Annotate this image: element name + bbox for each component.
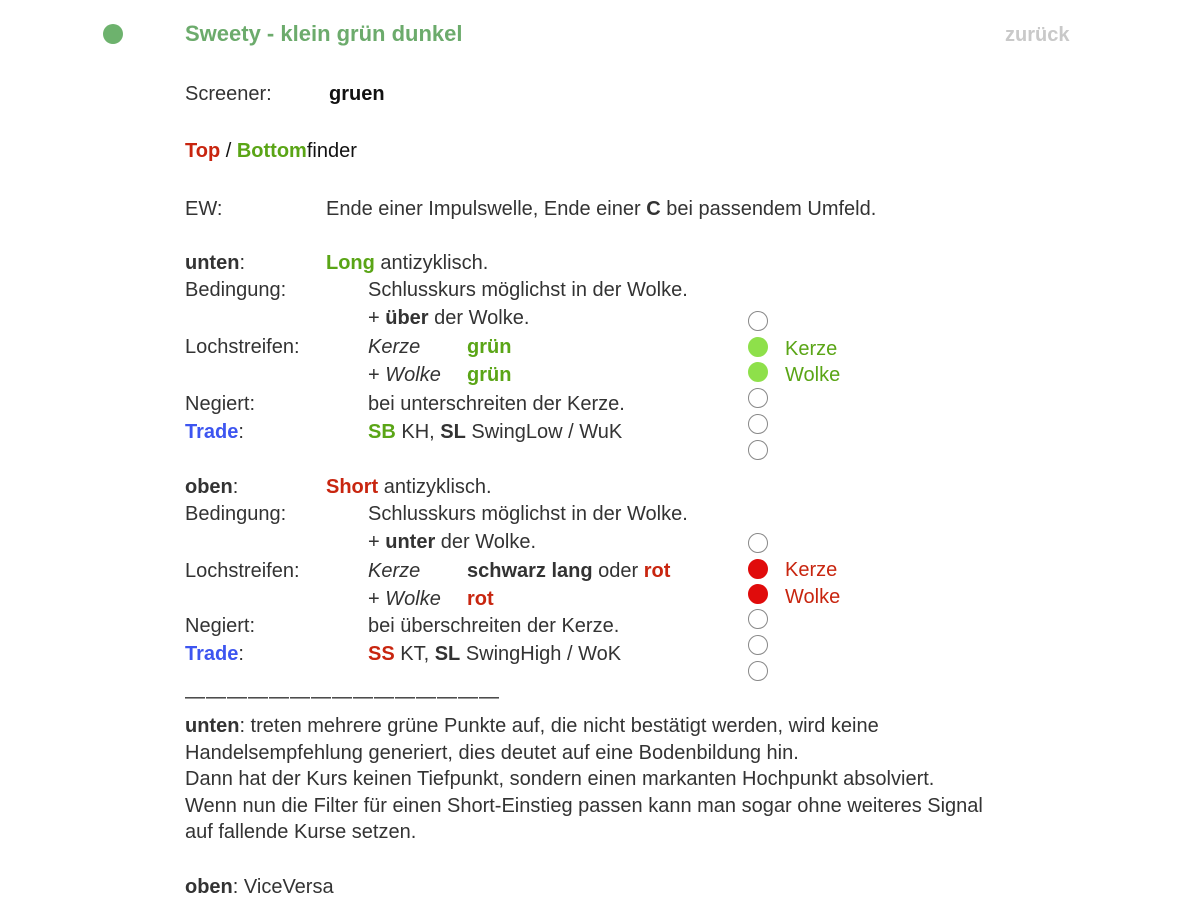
note-line — [185, 713, 1085, 740]
note-line: Wenn nun die Filter für einen Short-Einstieg passen kann man sogar ohne weiteres Signal — [185, 794, 983, 817]
short-cond2-suffix: der Wolke. — [435, 531, 537, 553]
long-trade-mid: KH, — [395, 421, 441, 443]
long-wolke-label: Wolke — [385, 364, 441, 386]
long-signal-dot — [748, 311, 768, 331]
ew-text-before: Ende einer Impulswelle, Ende einer — [326, 198, 647, 220]
footer-note — [185, 874, 334, 900]
short-cond2-prefix: + — [368, 531, 386, 553]
long-condition2 — [368, 305, 529, 331]
note-line: Handelsempfehlung generiert, dies deutet auf eine Bodenbildung hin. — [185, 741, 799, 764]
long-direction-word: Long — [326, 252, 375, 274]
long-cond2-suffix: der Wolke. — [428, 307, 530, 329]
long-cond2-bold: über — [385, 307, 429, 329]
short-wolke-dot — [748, 584, 768, 604]
short-direction-word: Short — [326, 476, 379, 498]
short-condition2 — [368, 529, 536, 555]
long-title — [185, 250, 245, 276]
note-line: Dann hat der Kurs keinen Tiefpunkt, sondern einen markanten Hochpunkt absolviert. — [185, 768, 935, 790]
page-title: Sweety - klein grün dunkel — [185, 21, 463, 46]
short-title-colon: : — [232, 476, 239, 498]
ew-label: EW: — [185, 198, 223, 220]
long-trade-colon: : — [238, 421, 244, 443]
long-signal-dot — [748, 388, 768, 408]
long-title-colon: : — [239, 252, 245, 274]
short-trade-word: Trade — [185, 643, 239, 665]
short-lochstreifen-label: Lochstreifen: — [185, 560, 300, 582]
finder-top: Top — [185, 140, 221, 162]
short-title — [185, 474, 238, 500]
long-wolke-dot — [748, 362, 768, 382]
long-condition-label: Bedingung: — [185, 279, 287, 301]
long-legend-wolke: Wolke — [785, 364, 841, 386]
short-trade-end: SwingHigh / WoK — [460, 643, 622, 665]
short-condition-text: Schlusskurs möglichst in der Wolke. — [368, 503, 688, 525]
short-kerze-red: rot — [643, 560, 671, 582]
short-direction — [326, 474, 492, 500]
short-trade-mid: KT, — [394, 643, 435, 665]
finder-sep: / — [220, 140, 237, 162]
long-legend-kerze: Kerze — [785, 338, 838, 360]
long-cond2-prefix: + — [368, 307, 386, 329]
short-signal-dot — [748, 533, 768, 553]
long-trade-end: SwingLow / WuK — [465, 421, 623, 443]
short-title-text: oben — [185, 476, 233, 498]
short-signal-dot — [748, 609, 768, 629]
short-kerze-oder: oder — [592, 560, 644, 582]
short-cond2-bold: unter — [385, 531, 436, 553]
long-condition-text: Schlusskurs möglichst in der Wolke. — [368, 279, 688, 301]
status-indicator — [103, 24, 123, 44]
short-wolke-prefix: + — [368, 588, 386, 610]
note-line1: : treten mehrere grüne Punkte auf, die nicht bestätigt werden, wird keine — [239, 715, 879, 737]
long-wolke-prefix: + — [368, 364, 386, 386]
footer-bold: oben — [185, 876, 233, 898]
short-wolke-value: rot — [467, 588, 494, 610]
short-trade-label — [185, 641, 244, 667]
long-trade-sl: SL — [440, 421, 466, 443]
short-negiert-label: Negiert: — [185, 615, 256, 637]
long-lochstreifen-label: Lochstreifen: — [185, 336, 300, 358]
ew-text-after: bei passendem Umfeld. — [660, 198, 877, 220]
long-trade-text — [368, 419, 622, 445]
short-signal-dot — [748, 635, 768, 655]
long-negiert-label: Negiert: — [185, 393, 256, 415]
long-negiert-text: bei unterschreiten der Kerze. — [368, 393, 625, 415]
short-trade-sl: SL — [434, 643, 461, 665]
note-bold: unten — [185, 715, 240, 737]
finder-heading — [185, 138, 357, 164]
note-line: auf fallende Kurse setzen. — [185, 821, 417, 843]
long-direction-suffix: antizyklisch. — [374, 252, 489, 274]
short-direction-suffix: antizyklisch. — [378, 476, 492, 498]
short-legend-wolke: Wolke — [785, 586, 841, 608]
screener-label: Screener: — [185, 83, 272, 105]
ew-text — [326, 196, 876, 222]
long-title-text: unten — [185, 252, 240, 274]
short-kerze-dot — [748, 559, 768, 579]
long-signal-dot — [748, 414, 768, 434]
long-kerze-dot — [748, 337, 768, 357]
short-wolke — [368, 586, 441, 612]
finder-suffix: finder — [306, 140, 357, 162]
short-negiert-text: bei überschreiten der Kerze. — [368, 615, 620, 637]
short-kerze-label: Kerze — [368, 560, 421, 582]
short-condition-label: Bedingung: — [185, 503, 287, 525]
long-signal-dot — [748, 440, 768, 460]
short-signal-dot — [748, 661, 768, 681]
back-link[interactable]: zurück — [1005, 24, 1070, 46]
long-direction — [326, 250, 488, 276]
short-kerze-value — [467, 558, 670, 584]
long-trade-sb: SB — [368, 421, 396, 443]
divider: ——————————————— — [185, 686, 500, 708]
short-trade-text — [368, 641, 621, 667]
long-kerze-value: grün — [467, 336, 512, 358]
short-trade-colon: : — [238, 643, 244, 665]
finder-bottom: Bottom — [236, 140, 307, 162]
short-trade-ss: SS — [368, 643, 395, 665]
long-wolke-value: grün — [467, 364, 512, 386]
short-legend-kerze: Kerze — [785, 559, 838, 581]
note-paragraph — [185, 713, 1085, 846]
long-kerze-label: Kerze — [368, 336, 421, 358]
short-wolke-label: Wolke — [385, 588, 441, 610]
ew-bold: C — [646, 198, 661, 220]
long-trade-label — [185, 419, 244, 445]
long-wolke — [368, 362, 441, 388]
short-kerze-bold: schwarz lang — [467, 560, 593, 582]
long-trade-word: Trade — [185, 421, 239, 443]
screener-value: gruen — [329, 83, 385, 105]
footer-text: : ViceVersa — [232, 876, 334, 898]
